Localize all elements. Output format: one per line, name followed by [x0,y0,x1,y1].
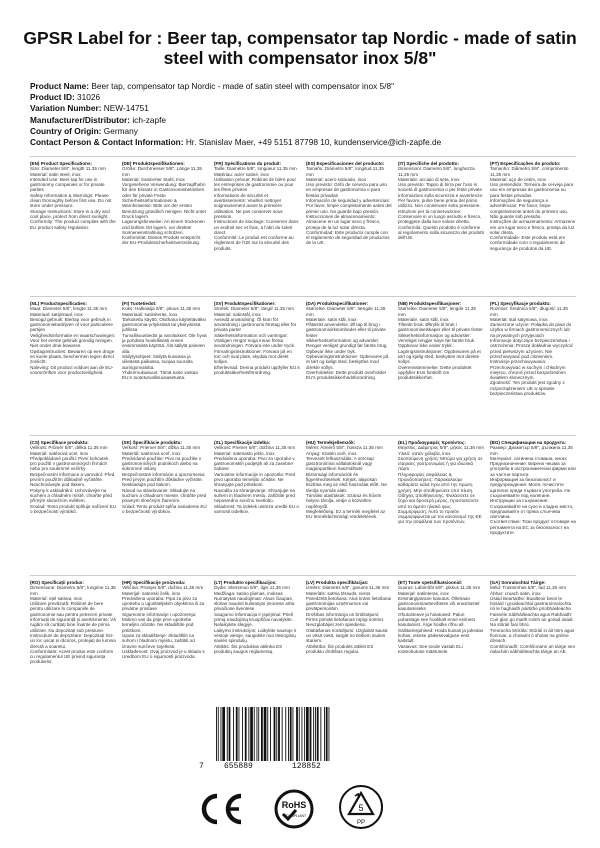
barcode-bar [278,707,280,761]
meta-row [30,103,590,114]
barcode-bar [227,707,228,761]
spec-heading: (EN) Product Specifications: [30,161,93,166]
spec-text: Izmērs: Diametrs 5/8", garums 11,35 mm Materiāls: satīna tērauds, nerūs Paredzētā lietošana: Alus krāns lietošanai gastronomijas uzņēmumos vai privātpersonām Drošības informācija un brīdinājumi: Pirms pirmās lietošanas rūpīgi notīriet. Neuzglabājiet zem spiediena. Glabāšanas norādījumi: Uzglabāt sausā un vēsā vietā, sargāt no tiešiem saules stariem. Atbilstība: Šis produkts atbilst ES produktu drošības regulai. [306,585,392,654]
spec-column [122,301,208,433]
spec-heading: (GA) Sonraíochtaí Táirge: [490,580,546,585]
meta-label: Product Name: [30,81,90,91]
spec-text: Méret: Átmérő 5/8", hossza 11,35 mm Anyag: Szatén acél, inox Tervezett felhasználás: A sörcsap gasztronómiai vállalatoknál vagy magánpartikon használható Biztonsági információk és figyelmeztetések: Kérjük, alaposan tisztítsa meg az első használat előtt. Ne tárolja nyomás alatt. Tárolási utasítások: Száraz és hűvös helyen tárolja, védje a közvetlen napfénytől. Megfelelőség: Ez a termék megfelel az EU termékbiztonsági rendeletének. [306,445,387,520]
barcode-bar [239,707,240,761]
barcode-bar [320,707,321,761]
spec-heading: (PT) Especificações do produto: [490,161,561,166]
barcode-bar [233,707,234,761]
meta-value: 31026 [77,92,101,103]
spec-column [398,161,484,293]
barcode-bar [221,707,222,761]
barcode-bar [315,707,316,761]
spec-heading: (SV) Produktspecifikationer: [214,301,276,306]
barcode-bar [288,707,289,761]
spec-column [214,301,300,433]
spec-heading: (NL) Productspecificaties: [30,301,87,306]
meta-value: NEW-14751 [103,103,149,114]
spec-column [30,440,116,572]
barcode-bar [216,707,217,761]
barcode-bar [285,707,286,761]
barcode-bar [324,707,325,761]
spec-heading: (DA) Produktspecifikationer: [306,301,369,306]
spec-heading: (ET) Toote spetsifikatsioonid: [398,580,463,585]
barcode-bar [242,707,243,761]
spec-text: Μέγεθος: Διάμετρος 5/8", μήκος 11,35 mm Υλικό: σατέν χάλυβα, inox Σκοπούμενη χρήση: Μπύρα για χρήση σε εταιρείες γαστρονομίας ή για ιδιωτικά πάρτι Πληροφορίες ασφάλειας & προειδοποιήσεις: Παρακαλούμε καθαρίστε καλά πριν από την πρώτη χρήση. Μην αποθηκεύετε υπό πίεση. Οδηγίες αποθήκευσης: Φυλάσσετε σε ξηρό και δροσερό μέρος, προστατεύστε από το άμεσο ηλιακό φως. Συμμόρφωση: Αυτό το προϊόν συμμορφώνεται με τον κανονισμό της ΕΕ για την ασφάλεια των προϊόντων. [398,445,484,525]
spec-column [306,161,392,293]
meta-row [30,92,590,103]
spec-column [398,440,484,572]
barcode-bar [267,707,268,761]
spec-heading: (BG) Спецификации на продукта: [490,440,567,445]
barcode-bar [293,707,294,761]
spec-text: Storlek: Diameter 5/8", längd 11,35 mm Material: satinstål, inox Avsedd användning: Öl kran för användning i gastronomi företag eller för privata parter Säkerhetsinformation och varningar: Vänligen rengör noga innan första användningen. Förvara inte under tryck. Förvaringsinstruktioner: Förvara på en torr och sval plats, skydda mot direkt solljus. Efterlevnad: Denna produkt uppfyller EU:s produktsäkerhetsförordning. [214,306,300,375]
spec-text: Tamanho: Diâmetro 5/8", comprimento 11,35 mm Material: aço de cetim, inox Uso pretendido: Torneira de cerveja para uso em empresas de gastronomia ou para festas privadas Informações de segurança e advertências: Por favor, limpe completamente antes do primeiro uso. Não guarde sob pressão. Instruções de armazenamento: Armazene em um lugar seco e fresco, proteja da luz solar direta. Conformidade: Este produto está em conformidade com o regulamento de segurança de produtos da UE. [490,166,576,251]
spec-text: Méid: Trastomhas 5/8", fad 11,35 mm Ábhar: cruach satin, inox Úsáid Beartaithe: Buailteoir beoir le húsáid i gcuideachtaí gastranómaíochta nó le haghaidh páirtithe príobháideacha Faisnéis Sábháilteachta agus Rabhaidh: Cuir glan go maith roimh an gcéad úsáid. Ná stóráil faoi bhrú. Treoracha Stórála: Stóráil in áit tirim agus fionnuar, a chosaint ó sholas na gréine díreach. Comhlíonadh: Comhlíonann an táirge seo rialachán sábháilteachta táirge an AE. [490,585,576,654]
barcode-bar [302,707,303,761]
spec-heading: (SL) Specifikacije izdelka: [214,440,271,445]
product-meta [30,81,590,148]
spec-column [306,580,392,712]
meta-label: Manufacturer/Distributor: [30,114,131,125]
spec-column [30,580,116,712]
barcode-digits-right: 128852 [292,762,321,771]
barcode-digit-left: 7 [199,762,204,771]
spec-text: Maat: Diameter 5/8", lengte 11,35 mm Materiaal: satijnstaal, inox Beoogd gebruik: Biertap voor gebruik in gastronomiebedrijven of voor particuliere partijen Veiligheidsinformatie en waarschuwingen: Voor het eerste gebruik grondig reinigen. Niet onder druk bewaren. Opslaginstructies: Bewaren op een droge en koele plaats, beschermen tegen direct zonlicht. Naleving: Dit product voldoet aan de EU-voorschriften voor productveiligheid. [30,306,116,375]
spec-column [490,161,576,293]
spec-column [490,440,576,572]
barcode-bar [304,707,305,761]
spec-heading: (DE) Produktspezifikationen: [122,161,185,166]
barcode-bar [299,707,300,761]
meta-row [30,81,590,92]
spec-column [30,301,116,433]
spec-text: Suurus: Läbimõõt 5/8", pikkus 11,35 mm Materjal: satiinteras, inox Eesmärgipärane kasutus: Õlletraan gastronoomiaettevõtetes või eraüritustel kasutamiseks Ohutusteave ja hoiatused: Palun puhastage see hoolikalt enne esimest kasutamist. Ärge hoidke rõhu all. Säilitamisjuhised: Hoida kuivas ja jahedas kohas, otsese päikesevalguse eest kaitstult. Vastavus: See toode vastab ELi tooteohutuse määrusele. [398,585,484,654]
meta-label: Product ID: [30,92,75,103]
spec-column [122,161,208,293]
barcode-bar [282,707,283,761]
pp-number: 5 [358,803,364,813]
ce-mark-icon [197,792,245,826]
spec-heading: (ES) Especificaciones del producto: [306,161,385,166]
barcode [212,707,354,761]
spec-column [306,440,392,572]
spec-heading: (EL) Προδιαγραφές προϊόντος: [398,440,466,445]
meta-row [30,115,590,126]
barcode-bar [245,707,247,761]
meta-label: Country of Origin: [30,125,102,136]
spec-column [122,580,208,712]
barcode-bar [236,707,238,761]
spec-heading: (HR) Specifikacije proizvoda: [122,580,186,585]
barcode-bar [276,707,277,761]
spec-text: Størrelse: Diameter 5/8", længde 11,35 mm Materiale: satin stål, inox Påtænkt anvendelse: Øl tap til brug i gastronomivirksomheder eller til private fester Sikkerhedsinformation og advarsler: Rengør venligst grundigt før første brug. Opbevar ikke under tryk. Opbevaringsinstruktioner: Opbevares på et tørt og køligt sted, beskyttes mod direkte sollys. Overholdelse: Dette produkt overholder EU's produktsikkerhedsforordning. [306,306,389,381]
barcode-digits-mid: 655889 [224,762,253,771]
barcode-bar [261,707,263,761]
spec-text: Veľkosť: Priemer 5/8", dĺžka 11,35 mm Materiál: saténová oceľ, inox Predvídané použitie: Pivo na použitie v gastronomických podnikoch alebo na súkromné oslavy Bezpečnostné informácie a upozornenia: Pred prvým použitím dôkladne vyčistite. Neskladujte pod tlakom. Návod na skladovanie: Skladujte na suchom a chladnom mieste, chráňte pred priamym slnečným žiarením. Súlad: Tento produkt spĺňa nariadenie EÚ o bezpečnosti výrobkov. [122,445,207,514]
title-line-2: steel with compensator inox 5/8" [163,48,437,68]
title [0,28,600,68]
rohs-compliant-icon [274,789,314,829]
spec-text: Rozmiar: Średnica 5/8", długość 11,35 mm Materiał: stal satynowa, inox Zamierzone użycie: Połapka do piwa do użytku w firmach gastronomicznych lub na prywatnych przyjęciach Informacje dotyczące bezpieczeństwa i ostrzeżenia: Proszę dokładnie wyczyścić przed pierwszym użyciem. Nie przechowywać pod ciśnieniem. Instrukcje przechowywania: Przechowywać w suchym i chłodnym miejscu, chronić przed bezpośrednim światłem słonecznym. Zgodność: Ten produkt jest zgodny z rozporządzeniem UE w sprawie bezpieczeństwa produktów. [490,306,573,397]
barcode-bar [258,707,259,761]
barcode-bar [329,707,330,761]
barcode-bar [229,707,231,761]
spec-heading: (PL) Specyfikacje produktu: [490,301,551,306]
spec-heading: (SK) Špecifikácie produktu: [122,440,182,445]
pp-recycling-icon [338,784,384,830]
spec-block [30,156,576,293]
barcode-bar [257,707,258,761]
spec-text: Velikost: Průměr 5/8", délka 11,35 mm Materiál: saténová ocel, inox Předpokládané použití: Pivní kohoutek pro použití v gastronomických firmách nebo pro soukromé večírky Bezpečnostní informace a varování: Před prvním použitím důkladně vyčistěte. Neuchovávejte pod tlakem. Pokyny k uskladnění: Uchovávejte na suchém a chladném místě, chraňte před přímým slunečním světlem. Soulad: Tento produkt splňuje nařízení EU o bezpečnosti výrobků. [30,445,116,514]
spec-column [214,161,300,293]
barcode-bar [254,707,255,761]
spec-text: Koko: Halkaisija 5/8", pituus 11,35 mm Materiaali: satiiniteräs, inox Tarkoitettu käyttö: Oluthana käytettäväksi gastronomia-yrityksissä tai yksityisissä juhlissa Turvallisuustiedot ja varoitukset: Ole hyvä ja puhdista huolellisesti ennen ensimmäistä käyttöä. Älä säilytä paineen alla. Säilytysohjeet: Säilytä kuivassa ja viileässä paikassa, suojaa suoralta auringonvalolta. Yhdenmukaisuus: Tämä tuote vastaa EU:n tuoteturvallisuusasetusta. [122,306,207,381]
spec-column [122,440,208,572]
spec-heading: (LT) Produkto specifikacijos: [214,580,277,585]
spec-text: Veličina: Promjer 5/8", dužina 11,35 mm Materijal: satenski čelik, inox Predviđena uporaba: Pipa za pivo za upotrebu u ugostiteljskim objektima ili za privatne proslave Sigurnosne informacije i upozorenja: Molimo vas da prije prve upotrebe temeljito očistite. Ne skladištite pod pritiskom. Upute za skladištenje: Skladištiti na suhom i hladnom mjestu, zaštititi od izravne sunčeve svjetlosti. Usklađenost: Ovaj proizvod je u skladu s Uredbom EU o sigurnosti proizvoda. [122,585,205,660]
barcode-bar [306,707,309,761]
meta-value: Beer tap, compensator tap Nordic - made of satin steel with compensator inox 5/8" [91,81,395,91]
spec-text: Størrelse: Diameter 5/8", lengde 11,35 mm Materiale: satin stål, inox Tiltenkt bruk: Øltrykk til bruk i gastronomiselskaper eller til private fester Sikkerhetsinformasjon og advarsler: Vennligst rengjør nøye før første bruk. Oppbevar ikke under trykk. Lagringsinstruksjoner: Oppbevares på et tørt og kjølig sted, beskyttes mot direkte sollys. Overensstemmelse: Dette produktet oppfyller EUs forskrift om produktsikkerhet. [398,306,483,381]
title-line-1: GPSR Label for : Beer tap, compensator tap Nordic - made of satin [23,28,577,48]
meta-value: ich-zapfe [132,114,167,125]
spec-heading: (LV) Produkta specifikācijas: [306,580,369,585]
meta-value: Germany [103,125,138,136]
barcode-bar [270,707,271,761]
barcode-bar [296,707,298,761]
spec-heading: (CS) Specifikace produktu: [30,440,89,445]
barcode-bar [218,707,219,761]
spec-text: Velikost: Premer 5/8", dolžina 11,35 mm Material: satenasto jeklo, inox Predvidena uporaba: Pivo za uporabo v gastronomskih podjetjih ali za zasebne zabave Varnostne informacije in opozorila: Pred prvo uporabo temeljito očistite. Ne shranjujte pod pritiskom. Navodila za shranjevanje: Shranjujte na suhem in hladnem mestu, zaščitite pred neposredno sončno svetlobo. Skladnost: Ta izdelek ustreza uredbi EU o varnosti izdelkov. [214,445,299,514]
spec-column [398,301,484,433]
spec-heading: (NB) Produktspesifikasjoner: [398,301,462,306]
rohs-sub-text: COMPLIANT [285,814,307,818]
barcode-bar [290,707,292,761]
barcode-bar [326,707,328,761]
spec-column [214,440,300,572]
spec-text: Tamaño: Diámetro 5/8", longitud 11,35 mm Material: acero satinado, inox Uso previsto: Grifo de cerveza para uso en empresas de gastronomía o para fiestas privadas Información de seguridad y advertencias: Por favor, limpie completamente antes del primer uso. No guarde bajo presión. Instrucciones de almacenamiento: Almacene en un lugar seco y fresco, proteja de la luz solar directa. Conformidad: Este producto cumple con el reglamento de seguridad de productos de la UE. [306,166,392,246]
spec-heading: (FI) Tuotetiedot: [122,301,157,306]
barcode-bar [248,707,249,761]
spec-heading: (HU) Termékjellemzők: [306,440,356,445]
spec-column [306,301,392,433]
barcode-bar [313,707,314,761]
spec-text: Size: Diameter 5/8", length 11.35 mm Material: satin steel, inox Intended Use: Beer tap for use in gastronomy companies or for private parties Safety Information & Warnings: Please clean thoroughly before first use. Do not store under pressure. Storage Instructions: Store in a dry and cool place, protect from direct sunlight. Conformity: The product complies with the EU product safety regulation. [30,166,116,230]
barcode-bar [317,707,319,761]
barcode-bar [222,707,225,761]
spec-text: Dimensiune: Diametru 5/8", lungime 11,35 mm Material: oțel satinat, inox Utilizare prevăzută: Robinet de bere pentru utilizare în companiile de gastronomie sau pentru petreceri private Informații de siguranță și avertismente: Vă rugăm să curățați bine înainte de prima utilizare. Nu depozitați sub presiune. Instrucțiuni de depozitare: Depozitați într-un loc uscat și răcoros, protejați de lumina directă a soarelui. Conformitate: Acest produs este conform cu regulamentul UE privind siguranța produselor. [30,585,116,665]
meta-row [30,137,590,148]
meta-value: Hr. Stanislav Maer, +49 5151 87798 10, kundenservice@ich-zapfe.de [185,137,442,148]
spec-heading: (IT) Specifiche del prodotto: [398,161,459,166]
pp-label: PP [356,820,366,826]
spec-heading: (RO) Specificații produs: [30,580,84,585]
spec-column [30,161,116,293]
spec-text: Dimensioni: Diametro 5/8", lunghezza 11,35 mm Materiale: acciaio di seta, inox Uso previsto: Tappo di birra per l'uso in società di gastronomia o per feste private Informazioni sulla sicurezza e avvertenze: Per favore, pulire bene prima del primo utilizzo. Non conservare sotto pressione. Istruzioni per la conservazione: Conservare in un luogo asciutto e fresco, proteggere dalla luce solare diretta. Conformità: Questo prodotto è conforme al regolamento sulla sicurezza dei prodotti dell'UE. [398,166,484,241]
rohs-text: RoHS [281,800,307,810]
spec-text: Größe: Durchmesser 5/8", Länge 11,35 mm Material: Satinierter Stahl, Inox Vorgesehene Verwendung: Bierzapfhahn für den Einsatz in Gastronomiebetrieben oder für private Feste Sicherheitsinformationen & Warnhinweise: Bitte vor der ersten Benutzung gründlich reinigen. Nicht unter Druck lagern. Lagerungshinweise: An einem trockenen und kühlen Ort lagern, vor direkter Sonneneinstrahlung schützen. Konformität: Dieses Produkt entspricht der EU-Produktsicherheitsverordnung. [122,166,207,246]
barcode-bar [264,707,267,761]
meta-label: Variation Number: [30,103,102,114]
spec-block [30,575,576,712]
barcode-bar [274,707,276,761]
spec-block [30,435,576,572]
spec-text: Размер: Диаметър 5/8", дължина 11,35 mm Материал: сатинена стомана, инокс Предназначение: Бирена чешма за употреба в гастрономически фирми или за частни партита Информация за безопасност и предупреждения: Моля, почистете щателно преди първата употреба. Не съхранявайте под налягане. Инструкции за съхранение: Съхранявайте на сухо и хладно място, предпазвайте от пряка слънчева светлина. Съответствие: Този продукт отговаря на регламента на ЕС за безопасност на продуктите. [490,445,576,536]
spec-column [490,580,576,712]
spec-text: Dydis: Skersmuo 5/8", ilgis 11,35 mm Medžiaga: satino plienas, inoksas Numatytas naudojimas: Alaus čiaupas, skirtas naudoti kulinarijos įmonėse arba privačiose šventėse Saugumo informacija ir įspėjimai: Prieš pirmą naudojimą kruopščiai nuvalykite. Nelaikykite slėgyje. Laikymo instrukcijos: Laikykite sausoje ir vėsioje vietoje, saugokite nuo tiesioginių saulės spindulių. Atitiktis: Šis produktas atitinka ES produktų saugos reglamentą. [214,585,297,654]
barcode-bar [310,707,312,761]
barcode-bar [250,707,253,761]
spec-heading: (FR) Spécifications du produit: [214,161,282,166]
meta-row [30,126,590,137]
spec-column [490,301,576,433]
meta-label: Contact Person & Contact Information: [30,137,184,148]
spec-column [214,580,300,712]
spec-block [30,296,576,433]
spec-text: Taille: Diamètre 5/8", longueur 11,35 mm Matériau: acier satiné, inox Utilisation prévue: Robinet de bière pour les entreprises de gastronomie ou pour les fêtes privées Informations de sécurité et avertissements: Veuillez nettoyer soigneusement avant la première utilisation. Ne pas conserver sous pression. Instructions de stockage: Conserver dans un endroit sec et frais, à l'abri du soleil direct. Conformité: Le produit est conforme au règlement de l'UE sur la sécurité des produits. [214,166,299,251]
spec-column [398,580,484,712]
